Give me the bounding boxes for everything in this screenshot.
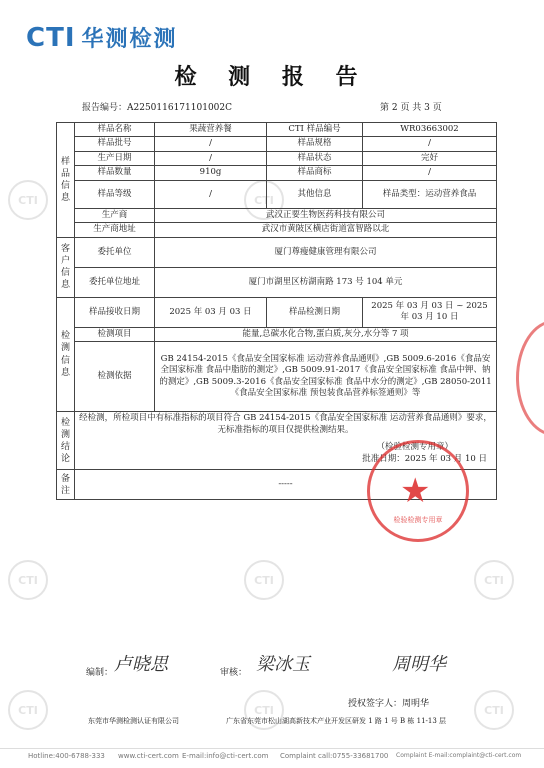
cell-label: 委托单位地址 [75, 267, 155, 297]
cell-value: 厦门尊瘦健康管理有限公司 [155, 237, 497, 267]
footer-complaint-call: Complaint call:0755-33681700 [280, 752, 389, 760]
watermark-icon: CTI [8, 690, 48, 730]
table-row [57, 327, 497, 341]
footer-complaint-email[interactable]: Complaint E-mail:complaint@cti-cert.com [396, 752, 522, 759]
section-label-sample: 样品信息 [57, 123, 75, 238]
cell-value: GB 24154-2015《食品安全国家标准 运动营养食品通则》,GB 5009.6-2016《食品安全国家标准 食品中脂肪的测定》,GB 5009.91-2017《食品安全国家标准 食品中钾、钠的测定》,GB 5009.3-2016《食品安全国家标准 食品中水分的测定》,GB 28050-2011《食品安全国家标准 预包装食品营养标签通则》等 [155, 342, 497, 412]
cell-label: 样品规格 [267, 137, 363, 151]
cell-value: 武汉正要生物医药科技有限公司 [155, 208, 497, 222]
footer-company: 东莞市华测检测认证有限公司 [88, 717, 179, 725]
page-number: 第 2 页 共 3 页 [380, 103, 442, 113]
section-label-client: 客户信息 [57, 237, 75, 297]
divider [0, 748, 544, 749]
cell-label: 检测依据 [75, 342, 155, 412]
watermark-icon: CTI [244, 690, 284, 730]
cell-label: 生产商 [75, 208, 155, 222]
logo-cn: 华测检测 [81, 27, 178, 52]
cell-value: 完好 [363, 151, 497, 165]
cell-label: 检测项目 [75, 327, 155, 341]
cell-label: 样品商标 [267, 166, 363, 180]
cell-value: 果蔬营养餐 [155, 123, 267, 137]
cell-label: 样品数量 [75, 166, 155, 180]
cell-label: 样品检测日期 [267, 297, 363, 327]
editor-signature: 卢晓思 [114, 654, 168, 675]
table-row [57, 180, 497, 208]
side-stamp [516, 320, 544, 436]
footer-website[interactable]: www.cti-cert.com [118, 752, 179, 760]
section-label-conclusion: 检测结论 [57, 412, 75, 470]
footer-address: 广东省东莞市松山湖高新技术产业开发区研发 1 路 1 号 B 栋 11-13 层 [226, 717, 447, 725]
report-number: 报告编号：A2250116171101002C [82, 103, 233, 113]
cell-label: 样品名称 [75, 123, 155, 137]
cell-label: 样品接收日期 [75, 297, 155, 327]
cell-value: 2025 年 03 月 03 日 [155, 297, 267, 327]
table-row [57, 342, 497, 412]
cell-label: CTI 样品编号 [267, 123, 363, 137]
cell-value: WR03663002 [363, 123, 497, 137]
reviewer-signature: 梁冰玉 [256, 654, 310, 675]
cell-value: 2025 年 03 月 03 日 ~ 2025 年 03 月 10 日 [363, 297, 497, 327]
remark-cell: ----- [75, 470, 497, 500]
cell-label: 样品状态 [267, 151, 363, 165]
watermark-icon: CTI [244, 180, 284, 220]
cell-value: / [363, 137, 497, 151]
cell-value: / [363, 166, 497, 180]
cell-value: / [155, 137, 267, 151]
section-label-test: 检测信息 [57, 297, 75, 411]
table-row [57, 137, 497, 151]
cell-label: 委托单位 [75, 237, 155, 267]
cell-label: 样品批号 [75, 137, 155, 151]
star-icon: ★ [400, 471, 431, 511]
cell-value: / [155, 151, 267, 165]
page-title: 检 测 报 告 [174, 64, 370, 90]
watermark-icon: CTI [8, 560, 48, 600]
company-logo [26, 22, 178, 53]
footer-email[interactable]: E-mail:info@cti-cert.com [182, 752, 269, 760]
cell-value: 样品类型：运动营养食品 [363, 180, 497, 208]
table-row [57, 208, 497, 222]
cell-label: 生产商地址 [75, 223, 155, 237]
cell-value: 910g [155, 166, 267, 180]
table-row [57, 223, 497, 237]
table-row [57, 123, 497, 137]
stamp-note: （检验检测专用章） [376, 442, 453, 453]
authorized-signer: 授权签字人：周明华 [348, 699, 430, 709]
table-row [57, 151, 497, 165]
watermark-icon: CTI [474, 690, 514, 730]
approve-date: 批准日期：2025 年 03 月 10 日 [362, 453, 487, 464]
cell-value: / [155, 180, 267, 208]
cell-value: 厦门市湖里区枋湖南路 173 号 104 单元 [155, 267, 497, 297]
table-row [57, 267, 497, 297]
reviewer-label: 审核： [220, 668, 248, 678]
table-row [57, 166, 497, 180]
section-label-remark: 备注 [57, 470, 75, 500]
conclusion-text: 经检测，所检项目中有标准指标的项目符合 GB 24154-2015《食品安全国家标准 运动营养食品通则》要求，无标准指标的项目仅提供检测结果。 [79, 413, 492, 435]
cell-label: 其他信息 [267, 180, 363, 208]
official-stamp [367, 440, 469, 542]
watermark-icon: CTI [474, 560, 514, 600]
cell-value: 能量,总碳水化合物,蛋白质,灰分,水分等 7 项 [155, 327, 497, 341]
cell-value: 武汉市黄陂区横店街道富智路以北 [155, 223, 497, 237]
editor-label: 编制： [86, 668, 114, 678]
watermark-icon: CTI [8, 180, 48, 220]
footer-hotline: Hotline:400-6788-333 [28, 752, 105, 760]
logo-text: CTI [26, 22, 76, 53]
signer-signature: 周明华 [392, 654, 446, 675]
table-row [57, 237, 497, 267]
table-row [57, 297, 497, 327]
stamp-label: 检验检测专用章 [393, 516, 443, 524]
cell-label: 样品等级 [75, 180, 155, 208]
cell-label: 生产日期 [75, 151, 155, 165]
watermark-icon: CTI [244, 560, 284, 600]
